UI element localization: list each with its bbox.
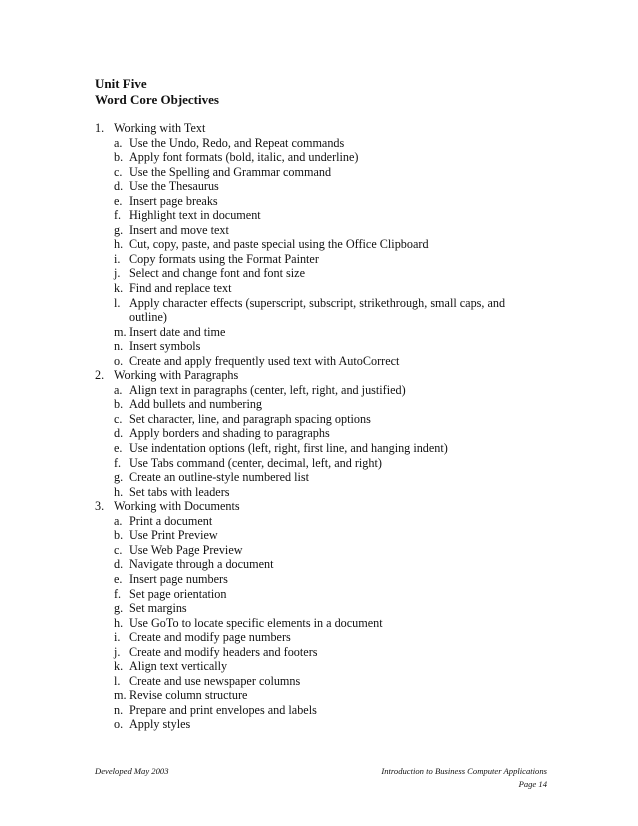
item-text: Set tabs with leaders <box>129 484 230 499</box>
document-heading <box>95 76 219 108</box>
item-text: Insert date and time <box>129 324 226 339</box>
item-text: Set margins <box>129 601 187 616</box>
list-item <box>114 601 535 616</box>
list-item <box>114 688 535 703</box>
item-text: Use Print Preview <box>129 528 218 543</box>
list-item <box>114 514 535 529</box>
item-letter: a. <box>114 513 123 528</box>
item-letter: l. <box>114 295 121 310</box>
footer-date: Developed May 2003 <box>95 766 169 776</box>
unit-title: Unit Five <box>95 76 147 91</box>
item-text: Apply font formats (bold, italic, and underline) <box>129 150 359 165</box>
item-letter: g. <box>114 470 124 485</box>
list-item <box>114 456 535 471</box>
item-text: Apply styles <box>129 717 191 732</box>
list-item <box>114 485 535 500</box>
footer-course-title: Introduction to Business Computer Applications <box>381 766 547 776</box>
list-item <box>114 281 535 296</box>
item-text: Cut, copy, paste, and paste special using the Office Clipboard <box>129 237 429 252</box>
item-letter: e. <box>114 571 123 586</box>
list-item <box>114 179 535 194</box>
item-text: Create an outline-style numbered list <box>129 470 310 485</box>
list-item <box>114 412 535 427</box>
item-text: Create and modify headers and footers <box>129 644 318 659</box>
list-item <box>114 441 535 456</box>
list-item <box>114 383 535 398</box>
list-item <box>114 616 535 631</box>
list-item <box>114 208 535 223</box>
item-letter: b. <box>114 397 124 412</box>
list-item <box>114 470 535 485</box>
item-text: Apply character effects (superscript, subscript, strikethrough, small caps, and outline) <box>129 295 506 325</box>
item-text: Revise column structure <box>129 688 248 703</box>
item-text: Print a document <box>129 513 213 528</box>
list-item <box>114 266 535 281</box>
item-letter: m. <box>114 688 127 703</box>
item-text: Create and use newspaper columns <box>129 673 301 688</box>
item-text: Use Tabs command (center, decimal, left, and right) <box>129 455 382 470</box>
item-text: Navigate through a document <box>129 557 274 572</box>
section-title-text: Working with Paragraphs <box>114 368 239 383</box>
item-text: Align text vertically <box>129 659 228 674</box>
item-letter: f. <box>114 586 122 601</box>
item-text: Insert and move text <box>129 222 229 237</box>
item-letter: o. <box>114 717 124 732</box>
item-text: Align text in paragraphs (center, left, right, and justified) <box>129 382 406 397</box>
list-item <box>114 587 535 602</box>
section <box>95 121 535 368</box>
item-letter: d. <box>114 557 124 572</box>
item-letter: a. <box>114 135 123 150</box>
item-letter: f. <box>114 455 122 470</box>
item-text: Use GoTo to locate specific elements in a document <box>129 615 383 630</box>
item-text: Insert page breaks <box>129 193 218 208</box>
item-letter: i. <box>114 630 121 645</box>
item-letter: b. <box>114 150 124 165</box>
item-letter: n. <box>114 339 124 354</box>
section <box>95 368 535 499</box>
item-letter: h. <box>114 237 124 252</box>
item-text: Add bullets and numbering <box>129 397 263 412</box>
list-item <box>114 557 535 572</box>
list-item <box>114 528 535 543</box>
item-text: Apply borders and shading to paragraphs <box>129 426 330 441</box>
item-text: Set character, line, and paragraph spacing options <box>129 411 371 426</box>
item-text: Find and replace text <box>129 281 232 296</box>
list-item <box>114 194 535 209</box>
item-letter: k. <box>114 281 124 296</box>
item-letter: h. <box>114 484 124 499</box>
item-text: Use the Undo, Redo, and Repeat commands <box>129 135 345 150</box>
list-item <box>114 717 535 732</box>
footer-course-info <box>381 765 547 791</box>
section-number: 1. <box>95 121 105 135</box>
item-letter: d. <box>114 426 124 441</box>
item-text: Create and modify page numbers <box>129 630 291 645</box>
section-items <box>114 383 535 499</box>
item-text: Copy formats using the Format Painter <box>129 251 319 266</box>
item-letter: d. <box>114 179 124 194</box>
section-title <box>95 121 535 136</box>
item-letter: e. <box>114 441 123 456</box>
list-item <box>114 397 535 412</box>
item-letter: g. <box>114 222 124 237</box>
list-item <box>114 237 535 252</box>
item-letter: c. <box>114 411 123 426</box>
item-letter: b. <box>114 528 124 543</box>
section-items <box>114 514 535 732</box>
section-title <box>95 499 535 514</box>
list-item <box>114 659 535 674</box>
item-letter: c. <box>114 164 123 179</box>
list-item <box>114 572 535 587</box>
list-item <box>114 223 535 238</box>
item-text: Insert page numbers <box>129 571 228 586</box>
list-item <box>114 630 535 645</box>
section-number: 3. <box>95 499 105 514</box>
section-title-text: Working with Text <box>114 121 206 135</box>
list-item <box>114 339 535 354</box>
item-text: Insert symbols <box>129 339 201 354</box>
list-item <box>114 703 535 718</box>
item-letter: n. <box>114 702 124 717</box>
objectives-title: Word Core Objectives <box>95 92 219 107</box>
item-text: Select and change font and font size <box>129 266 305 281</box>
item-text: Use the Spelling and Grammar command <box>129 164 332 179</box>
item-letter: j. <box>114 644 121 659</box>
list-item <box>114 325 535 340</box>
list-item <box>114 645 535 660</box>
item-text: Use Web Page Preview <box>129 542 243 557</box>
item-letter: k. <box>114 659 124 674</box>
item-text: Highlight text in document <box>129 208 261 223</box>
list-item <box>114 543 535 558</box>
item-letter: f. <box>114 208 122 223</box>
item-letter: e. <box>114 193 123 208</box>
section <box>95 499 535 732</box>
item-letter: j. <box>114 266 121 281</box>
item-letter: a. <box>114 382 123 397</box>
list-item <box>114 674 535 689</box>
section-title-text: Working with Documents <box>114 499 240 514</box>
item-text: Create and apply frequently used text with AutoCorrect <box>129 353 400 368</box>
item-letter: m. <box>114 324 127 339</box>
section-items <box>114 136 535 369</box>
item-letter: i. <box>114 251 121 266</box>
footer-page-number: Page 14 <box>518 779 547 789</box>
item-text: Use indentation options (left, right, first line, and hanging indent) <box>129 441 448 456</box>
list-item <box>114 426 535 441</box>
item-letter: g. <box>114 601 124 616</box>
item-text: Prepare and print envelopes and labels <box>129 702 317 717</box>
list-item <box>114 296 535 325</box>
item-letter: o. <box>114 353 124 368</box>
list-item <box>114 252 535 267</box>
item-text: Use the Thesaurus <box>129 179 219 194</box>
list-item <box>114 165 535 180</box>
item-letter: c. <box>114 542 123 557</box>
list-item <box>114 150 535 165</box>
objectives-list <box>95 121 535 732</box>
item-letter: l. <box>114 673 121 688</box>
list-item <box>114 354 535 369</box>
list-item <box>114 136 535 151</box>
item-text: Set page orientation <box>129 586 227 601</box>
section-number: 2. <box>95 368 105 383</box>
section-title <box>95 368 535 383</box>
item-letter: h. <box>114 615 124 630</box>
